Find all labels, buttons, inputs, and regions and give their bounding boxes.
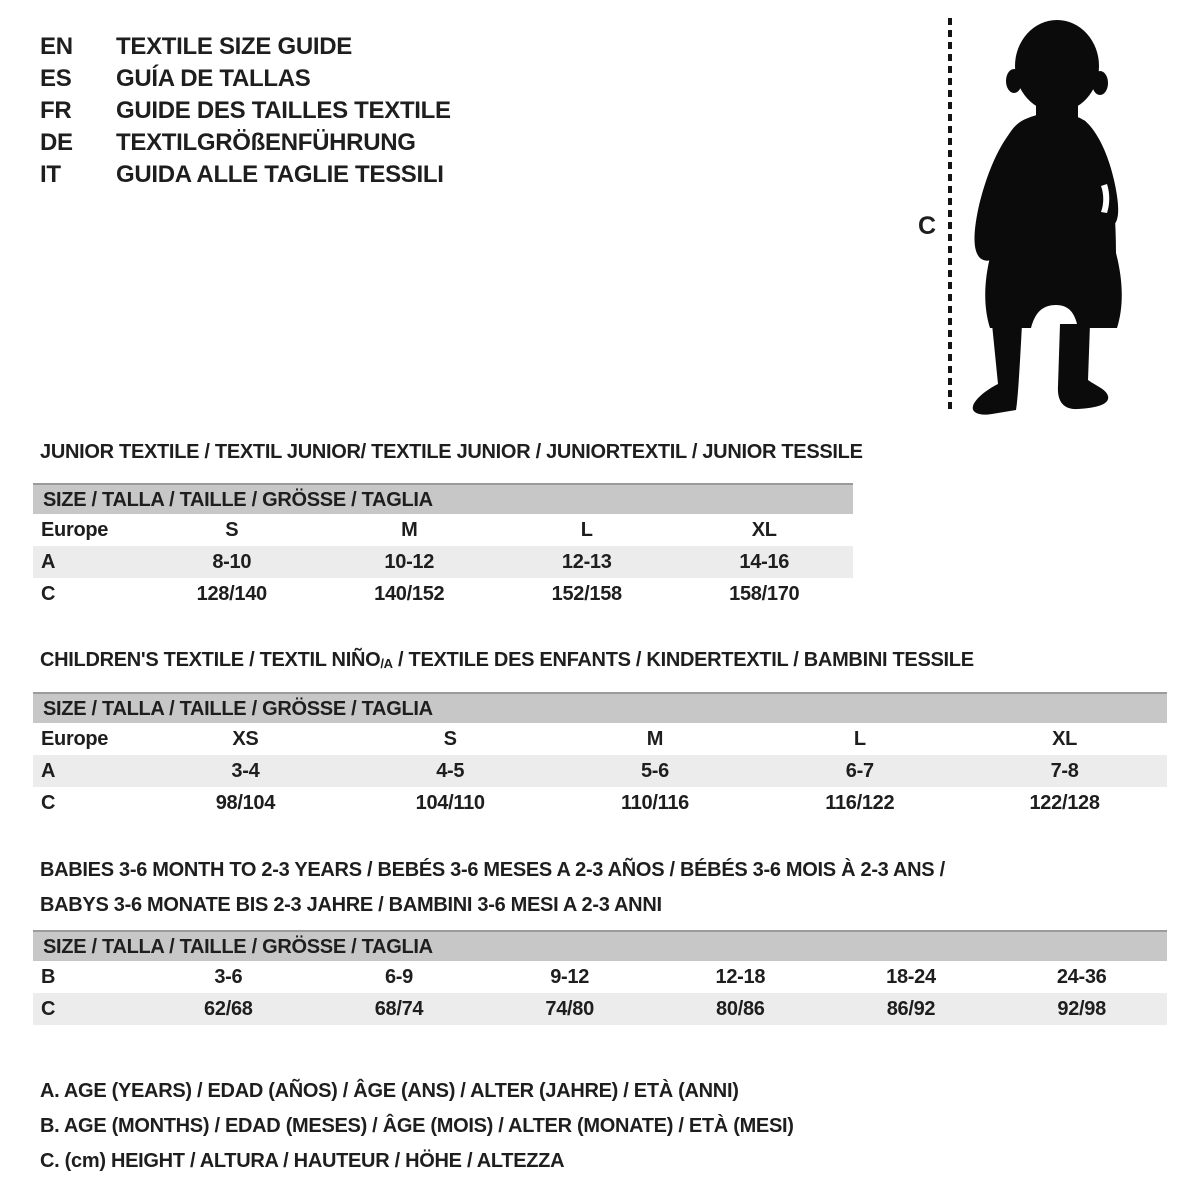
table-cell: 62/68 [204, 998, 253, 1020]
table-cell: S [443, 728, 457, 750]
table-cell: XS [232, 728, 259, 750]
table-cell: 3-4 [231, 760, 260, 782]
table-cell: 86/92 [886, 998, 936, 1020]
table-cell: 98/104 [215, 792, 276, 814]
table-cell: L [580, 519, 593, 541]
table-cell: 14-16 [739, 551, 790, 573]
table-cell: 116/122 [825, 792, 895, 814]
table-cell: 10-12 [384, 551, 435, 573]
table-cell: 80/86 [716, 998, 765, 1020]
height-measure-dashed-line [948, 18, 952, 412]
table-cell: 6-7 [845, 760, 874, 782]
table-cell: 104/110 [415, 792, 485, 814]
language-code: DE [40, 129, 73, 156]
babies-row-height [33, 993, 1167, 1025]
language-line-de [40, 127, 451, 159]
table-cell: XL [1052, 728, 1078, 750]
size-header-bar: SIZE / TALLA / TAILLE / GRÖSSE / TAGLIA [33, 930, 1167, 961]
table-cell: 18-24 [886, 966, 936, 988]
junior-row-height [33, 578, 853, 610]
row-label-cell: B [41, 966, 56, 988]
table-cell: 140/152 [374, 583, 445, 605]
table-cell: 12-13 [561, 551, 612, 573]
language-title-block [40, 31, 451, 191]
babies-title-line1: BABIES 3-6 MONTH TO 2-3 YEARS / BEBÉS 3-6 MESES A 2-3 AÑOS / BÉBÉS 3-6 MOIS À 2-3 ANS / [40, 859, 945, 881]
table-cell: M [646, 728, 664, 750]
language-code: ES [40, 65, 72, 92]
row-label-cell: C [41, 583, 56, 605]
table-cell: 158/170 [729, 583, 800, 605]
row-label-cell: A [41, 760, 56, 782]
children-columns-row [33, 723, 1167, 755]
table-cell: 74/80 [545, 998, 594, 1020]
table-cell: XL [751, 519, 777, 541]
table-cell: 5-6 [640, 760, 669, 782]
region-label-cell: Europe [41, 519, 109, 541]
babies-row-months [33, 961, 1167, 993]
language-line-en [40, 31, 451, 63]
language-line-fr [40, 95, 451, 127]
row-label-cell: A [41, 551, 56, 573]
language-code: IT [40, 161, 61, 188]
table-cell: 4-5 [436, 760, 465, 782]
language-line-es [40, 63, 451, 95]
size-header-bar: SIZE / TALLA / TAILLE / GRÖSSE / TAGLIA [33, 692, 1167, 723]
table-cell: 3-6 [214, 966, 243, 988]
legend-item-b: B. AGE (MONTHS) / EDAD (MESES) / ÂGE (MOIS) / ALTER (MONATE) / ETÀ (MESI) [40, 1115, 794, 1137]
row-label-cell: C [41, 998, 56, 1020]
table-cell: 128/140 [196, 583, 267, 605]
children-title-sub: /A [380, 656, 393, 671]
language-title: GUÍA DE TALLAS [116, 65, 311, 92]
table-cell: 122/128 [1029, 792, 1100, 814]
children-title-part2: / TEXTILE DES ENFANTS / KINDERTEXTIL / BAMBINI TESSILE [392, 649, 974, 671]
table-cell: 24-36 [1056, 966, 1107, 988]
table-cell: 152/158 [551, 583, 622, 605]
height-measure-label: C [918, 212, 936, 240]
junior-columns-row [33, 514, 853, 546]
junior-section-title: JUNIOR TEXTILE / TEXTIL JUNIOR/ TEXTILE JUNIOR / JUNIORTEXTIL / JUNIOR TESSILE [40, 441, 863, 463]
babies-title-line2: BABYS 3-6 MONATE BIS 2-3 JAHRE / BAMBINI 3-6 MESI A 2-3 ANNI [40, 894, 662, 916]
children-row-age [33, 755, 1167, 787]
size-header-bar: SIZE / TALLA / TAILLE / GRÖSSE / TAGLIA [33, 483, 853, 514]
language-title: TEXTILE SIZE GUIDE [116, 33, 352, 60]
language-code: EN [40, 33, 73, 60]
babies-size-table [33, 930, 1167, 1025]
table-cell: 6-9 [384, 966, 413, 988]
table-cell: 8-10 [212, 551, 252, 573]
table-cell: L [853, 728, 866, 750]
junior-size-table [33, 483, 853, 610]
legend-item-c: C. (cm) HEIGHT / ALTURA / HAUTEUR / HÖHE / ALTEZZA [40, 1150, 565, 1172]
table-cell: 9-12 [550, 966, 590, 988]
measurement-legend [40, 1074, 794, 1179]
table-cell: S [225, 519, 239, 541]
table-cell: 92/98 [1057, 998, 1106, 1020]
language-title: TEXTILGRÖßENFÜHRUNG [116, 129, 416, 156]
table-cell: 110/116 [620, 792, 689, 814]
junior-row-age [33, 546, 853, 578]
babies-section-title [40, 853, 970, 923]
legend-item-a: A. AGE (YEARS) / EDAD (AÑOS) / ÂGE (ANS) / ALTER (JAHRE) / ETÀ (ANNI) [40, 1080, 739, 1102]
language-title: GUIDE DES TAILLES TEXTILE [116, 97, 451, 124]
language-title: GUIDA ALLE TAGLIE TESSILI [116, 161, 444, 188]
row-label-cell: C [41, 792, 56, 814]
region-label-cell: Europe [41, 728, 109, 750]
children-title-part1: CHILDREN'S TEXTILE / TEXTIL NIÑO [40, 649, 381, 671]
children-section-title [40, 648, 974, 674]
table-cell: M [401, 519, 418, 541]
table-cell: 12-18 [715, 966, 766, 988]
table-cell: 7-8 [1050, 760, 1079, 782]
language-code: FR [40, 97, 72, 124]
table-cell: 68/74 [374, 998, 424, 1020]
children-row-height [33, 787, 1167, 819]
language-line-it [40, 159, 451, 191]
toddler-silhouette-icon [958, 18, 1150, 416]
children-size-table [33, 692, 1167, 819]
